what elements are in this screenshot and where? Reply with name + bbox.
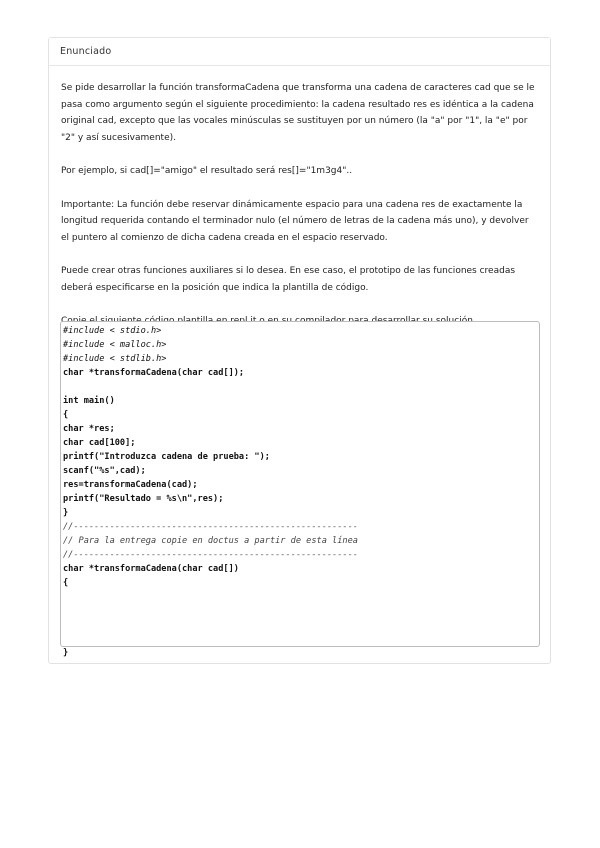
code-line (63, 618, 539, 632)
code-line: char *res; (63, 424, 115, 434)
code-line (63, 590, 539, 604)
code-line (63, 632, 539, 646)
statement-paragraph: Se pide desarrollar la función transformaCadena que transforma una cadena de caracteres cad que se le pasa como argumento según el siguiente procedimiento: la cadena resultado res es idéntica a la cadena original cad, excepto que las vocales minúsculas se sustituyen por un número (la "a" por "1", la "e" por "2" y así sucesivamente). (61, 83, 535, 144)
code-template-box[interactable] (60, 321, 540, 658)
code-line: char *transformaCadena(char cad[]) (63, 564, 239, 574)
code-line (63, 380, 539, 394)
example-paragraph: Por ejemplo, si cad[]="amigo" el resultado será res[]="1m3g4".. (61, 166, 353, 177)
card-header (49, 38, 550, 66)
code-line: #include < stdlib.h> (63, 354, 167, 364)
code-line: { (63, 578, 69, 588)
code-comment-line: //------------------------------------------------------- (63, 550, 358, 560)
code-line: #include < stdio.h> (63, 326, 162, 336)
code-line: char *transformaCadena(char cad[]); (63, 368, 245, 378)
code-line: } (63, 648, 69, 658)
code-line: #include < malloc.h> (63, 340, 167, 350)
code-line (63, 604, 539, 618)
card-body (49, 66, 550, 330)
code-line: char cad[100]; (63, 438, 136, 448)
code-line: printf("Introduzca cadena de prueba: "); (63, 452, 270, 462)
auxiliary-paragraph: Puede crear otras funciones auxiliares si lo desea. En ese caso, el prototipo de las funciones creadas deberá especificarse en la posición que indica la plantilla de código. (61, 266, 516, 293)
code-line: { (63, 410, 69, 420)
code-line: } (63, 508, 69, 518)
code-comment-line: //------------------------------------------------------- (63, 522, 358, 532)
code-line: res=transformaCadena(cad); (63, 480, 198, 490)
code-line: printf("Resultado = %s\n",res); (63, 494, 224, 504)
code-comment-line: // Para la entrega copie en doctus a partir de esta línea (63, 536, 358, 546)
code-line: scanf("%s",cad); (63, 466, 146, 476)
important-paragraph: Importante: La función debe reservar dinámicamente espacio para una cadena res de exactamente la longitud requerida contando el terminador nulo (el número de letras de la cadena más uno), y devolver el puntero al comienzo de dicha cadena creada en el espacio reservado. (61, 199, 529, 243)
card-title: Enunciado (60, 46, 112, 57)
question-card (48, 37, 551, 664)
code-line: int main() (63, 396, 115, 406)
